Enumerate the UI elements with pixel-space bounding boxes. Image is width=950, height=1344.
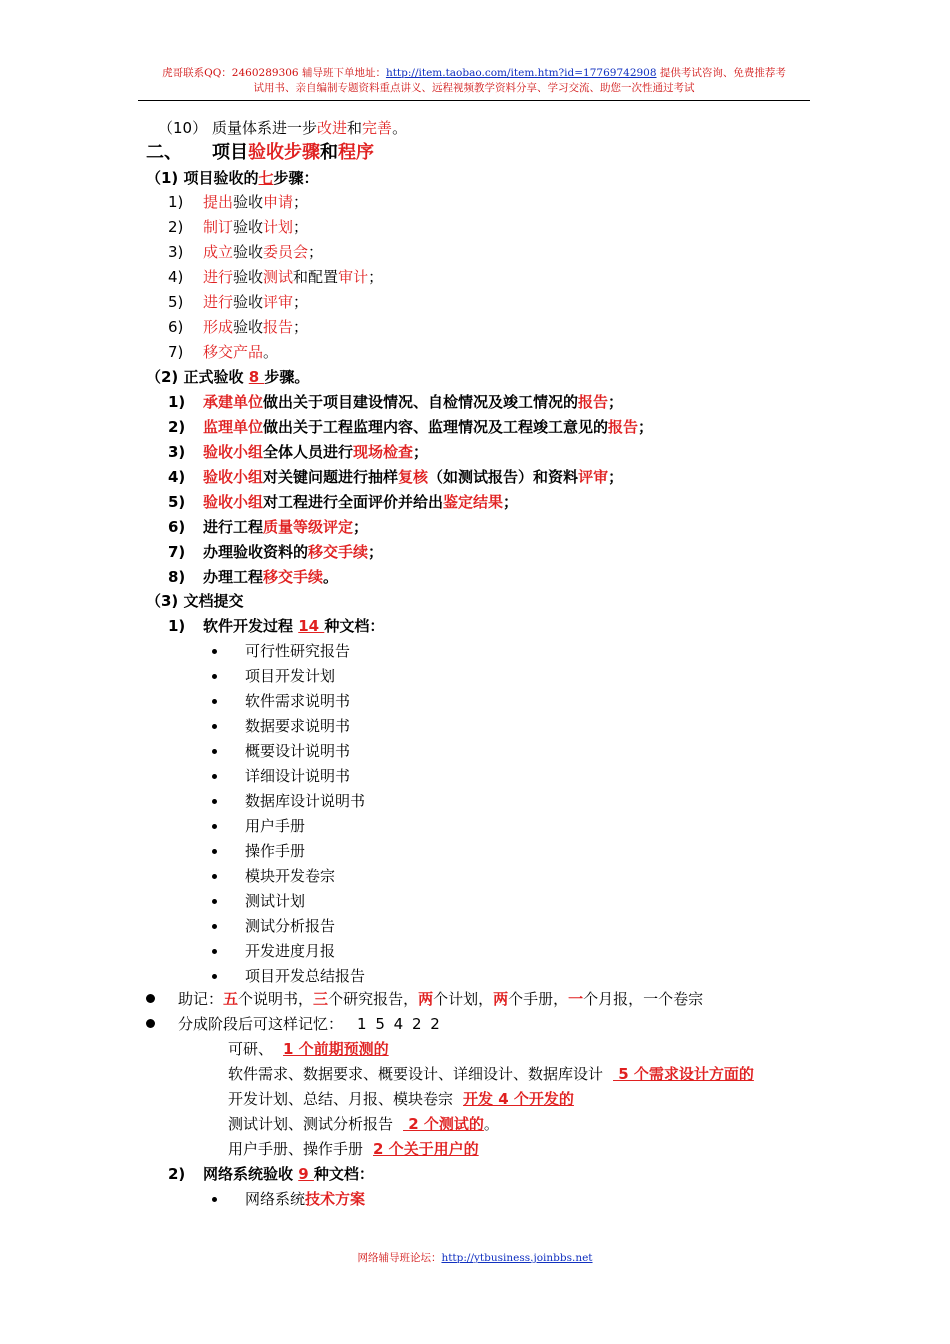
- document-item: 操作手册: [245, 842, 306, 860]
- text-run: 验收: [233, 243, 264, 261]
- group-tag: 开发 4 个开发的: [463, 1090, 574, 1108]
- text-run: 。: [323, 568, 339, 586]
- list-bullet: [212, 724, 217, 729]
- text-run: 对关键问题进行抽样: [263, 468, 399, 486]
- text-run: 质量等级评定: [263, 518, 354, 536]
- header-line-1: 虎哥联系QQ：2460289306 辅导班下单地址：http://item.taobao.com/item.htm?id=17769742908 提供考试咨询、免费推荐考: [162, 67, 786, 79]
- text-run: 。: [263, 343, 279, 361]
- step-number: 1): [168, 193, 184, 211]
- section-2-number: 二、: [146, 142, 182, 163]
- text-run: 做出关于项目建设情况、自检情况及竣工情况的: [263, 393, 579, 411]
- step-number: 4): [168, 468, 186, 486]
- document-item: 项目开发计划: [245, 667, 336, 685]
- document-item: 软件需求说明书: [245, 692, 351, 710]
- text-run: 验收: [233, 218, 264, 236]
- header-line-2: 试用书、亲自编制专题资料重点讲义、远程视频教学资料分享、学习交流、助您一次性通过考试: [253, 82, 695, 94]
- step-number: 2): [168, 218, 184, 236]
- text-run: ；: [608, 468, 624, 486]
- mnemonic-group: [228, 1114, 499, 1134]
- mnemonic-line: 助记：五个说明书，三个研究报告，两个计划，两个手册，一个月报，一个卷宗: [178, 990, 704, 1008]
- group-tag: 2 个测试的: [403, 1115, 484, 1133]
- step-number: 3): [168, 243, 184, 261]
- text-run: （如测试报告）和资料: [428, 468, 579, 486]
- text-run: 全体人员进行: [263, 443, 354, 461]
- network-item: 网络系统技术方案: [245, 1190, 366, 1208]
- forum-link[interactable]: http://ytbusiness.joinbbs.net: [441, 1252, 593, 1264]
- text-run: 测试: [263, 268, 294, 286]
- list-bullet: [212, 699, 217, 704]
- step-text: [203, 317, 308, 337]
- mnemonic-group: [228, 1064, 754, 1084]
- text-run: 进行: [203, 293, 234, 311]
- text-run: 一: [568, 990, 584, 1008]
- text-run: 申请: [263, 193, 294, 211]
- text-run: 进行工程: [203, 518, 264, 536]
- text-run: 现场检查: [353, 443, 414, 461]
- text-run: 报告: [578, 393, 609, 411]
- text-run: ；: [368, 268, 384, 286]
- text-run: ；: [353, 518, 369, 536]
- document-item: 数据库设计说明书: [245, 792, 366, 810]
- text-run: 报告: [263, 318, 294, 336]
- document-item: 详细设计说明书: [245, 767, 351, 785]
- text-run: 个月报，一个卷宗: [583, 990, 704, 1008]
- list-bullet: [212, 874, 217, 879]
- docs-sub1-number: 1): [168, 617, 186, 635]
- step-number: 2): [168, 418, 186, 436]
- text-run: ；: [608, 393, 624, 411]
- text-run: 三: [313, 990, 329, 1008]
- group-tail: 。: [483, 1115, 499, 1133]
- document-item: 测试计划: [245, 892, 306, 910]
- text-run: 计划: [263, 218, 294, 236]
- group-text: 测试计划、测试分析报告: [228, 1115, 394, 1133]
- list-bullet: [212, 824, 217, 829]
- text-run: ；: [293, 218, 309, 236]
- text-run: 鉴定结果: [443, 493, 504, 511]
- text-run: 移交产品: [203, 343, 264, 361]
- group-tag: 1 个前期预测的: [283, 1040, 389, 1058]
- text-run: 监理单位: [203, 418, 264, 436]
- step-text: [203, 392, 623, 412]
- section-2-title: 项目验收步骤和程序: [212, 142, 374, 163]
- mnemonic-group: [228, 1039, 389, 1059]
- text-run: 验收: [233, 268, 264, 286]
- mnemonic-parts: [223, 990, 703, 1008]
- group-text: 可研、: [228, 1040, 274, 1058]
- text-run: ；: [293, 318, 309, 336]
- list-bullet: [212, 749, 217, 754]
- mnemonic-group: [228, 1139, 479, 1159]
- text-run: 个说明书，: [238, 990, 314, 1008]
- text-run: 提出: [203, 193, 234, 211]
- text-run: 承建单位: [203, 393, 264, 411]
- step-number: 8): [168, 568, 186, 586]
- step-number: 4): [168, 268, 184, 286]
- text-run: 评审: [578, 468, 609, 486]
- stage-line: 分成阶段后可这样记忆： 1 5 4 2 2: [178, 1015, 442, 1033]
- text-run: ；: [293, 293, 309, 311]
- step-text: [203, 267, 383, 287]
- step-text: [203, 517, 368, 537]
- document-item: 可行性研究报告: [245, 642, 351, 660]
- text-run: 移交手续: [263, 568, 324, 586]
- document-item: 概要设计说明书: [245, 742, 351, 760]
- step-text: [203, 242, 323, 262]
- text-run: 复核: [398, 468, 429, 486]
- step-text: [203, 217, 308, 237]
- text-run: 做出关于工程监理内容、监理情况及工程竣工意见的: [263, 418, 609, 436]
- document-item: 模块开发卷宗: [245, 867, 336, 885]
- group-text: 开发计划、总结、月报、模块卷宗: [228, 1090, 454, 1108]
- text-run: ；: [368, 543, 384, 561]
- step-number: 7): [168, 543, 186, 561]
- text-run: 验收小组: [203, 493, 264, 511]
- page-footer: 网络辅导班论坛：http://ytbusiness.joinbbs.net: [357, 1252, 593, 1264]
- list-bullet: [212, 899, 217, 904]
- text-run: 成立: [203, 243, 234, 261]
- text-run: ；: [308, 243, 324, 261]
- text-run: 个研究报告，: [328, 990, 419, 1008]
- stage-numbers: 1 5 4 2 2: [357, 1015, 442, 1033]
- document-item: 测试分析报告: [245, 917, 336, 935]
- docs-sub1-title: 软件开发过程 14 种文档：: [203, 617, 385, 635]
- document-item: 数据要求说明书: [245, 717, 351, 735]
- text-run: 验收小组: [203, 468, 264, 486]
- text-run: 验收小组: [203, 443, 264, 461]
- taobao-link[interactable]: http://item.taobao.com/item.htm?id=17769742908: [385, 67, 657, 79]
- header-divider: [138, 100, 810, 101]
- text-run: 两: [493, 990, 509, 1008]
- text-run: 形成: [203, 318, 234, 336]
- group-tag: 5 个需求设计方面的: [613, 1065, 754, 1083]
- list-bullet: [212, 799, 217, 804]
- list-bullet: [212, 949, 217, 954]
- list-bullet: [212, 674, 217, 679]
- text-run: 移交手续: [308, 543, 369, 561]
- text-run: 个手册，: [508, 990, 569, 1008]
- item-10-text: 质量体系进一步改进和完善。: [212, 119, 408, 137]
- step-number: 7): [168, 343, 184, 361]
- list-bullet: [212, 649, 217, 654]
- text-run: 制订: [203, 218, 234, 236]
- document-item: 用户手册: [245, 817, 306, 835]
- step-text: [203, 492, 518, 512]
- mnemonic-bullet: [146, 994, 155, 1003]
- step-text: [203, 417, 653, 437]
- text-run: 两: [418, 990, 434, 1008]
- item-10-number: （10）: [158, 119, 208, 137]
- mnemonic-group: [228, 1089, 574, 1109]
- text-run: 进行: [203, 268, 234, 286]
- step-number: 5): [168, 293, 184, 311]
- page-header: [138, 66, 810, 96]
- network-number: 2): [168, 1165, 186, 1183]
- text-run: 和配置: [293, 268, 339, 286]
- text-run: 对工程进行全面评价并给出: [263, 493, 444, 511]
- step-text: [203, 567, 338, 587]
- list-bullet: [212, 774, 217, 779]
- group-text: 用户手册、操作手册: [228, 1140, 364, 1158]
- document-item: 开发进度月报: [245, 942, 336, 960]
- step-number: 3): [168, 443, 186, 461]
- eight-steps-heading: （2) 正式验收 8 步骤。: [146, 368, 310, 386]
- docs-heading: （3) 文档提交: [146, 592, 244, 610]
- text-run: 验收: [233, 193, 264, 211]
- text-run: 报告: [608, 418, 639, 436]
- text-run: 审计: [338, 268, 369, 286]
- network-item-bullet: [212, 1197, 217, 1202]
- list-bullet: [212, 924, 217, 929]
- text-run: 办理工程: [203, 568, 264, 586]
- step-text: [203, 342, 278, 362]
- text-run: 验收: [233, 293, 264, 311]
- text-run: 个计划，: [433, 990, 494, 1008]
- list-bullet: [212, 974, 217, 979]
- document-item: 项目开发总结报告: [245, 967, 366, 985]
- list-bullet: [212, 849, 217, 854]
- step-text: [203, 542, 383, 562]
- text-run: 办理验收资料的: [203, 543, 309, 561]
- group-tag: 2 个关于用户的: [373, 1140, 479, 1158]
- seven-steps-heading: （1) 项目验收的七步骤：: [146, 169, 319, 187]
- step-text: [203, 442, 428, 462]
- text-run: 五: [223, 990, 239, 1008]
- text-run: 评审: [263, 293, 294, 311]
- text-run: 验收: [233, 318, 264, 336]
- group-text: 软件需求、数据要求、概要设计、详细设计、数据库设计: [228, 1065, 604, 1083]
- text-run: ；: [293, 193, 309, 211]
- text-run: ；: [638, 418, 654, 436]
- step-number: 6): [168, 518, 186, 536]
- step-text: [203, 467, 623, 487]
- text-run: ；: [503, 493, 519, 511]
- step-number: 6): [168, 318, 184, 336]
- step-text: [203, 192, 308, 212]
- stage-bullet: [146, 1019, 155, 1028]
- step-number: 1): [168, 393, 186, 411]
- step-number: 5): [168, 493, 186, 511]
- text-run: ；: [413, 443, 429, 461]
- text-run: 委员会: [263, 243, 309, 261]
- step-text: [203, 292, 308, 312]
- network-title: 网络系统验收 9 种文档：: [203, 1165, 374, 1183]
